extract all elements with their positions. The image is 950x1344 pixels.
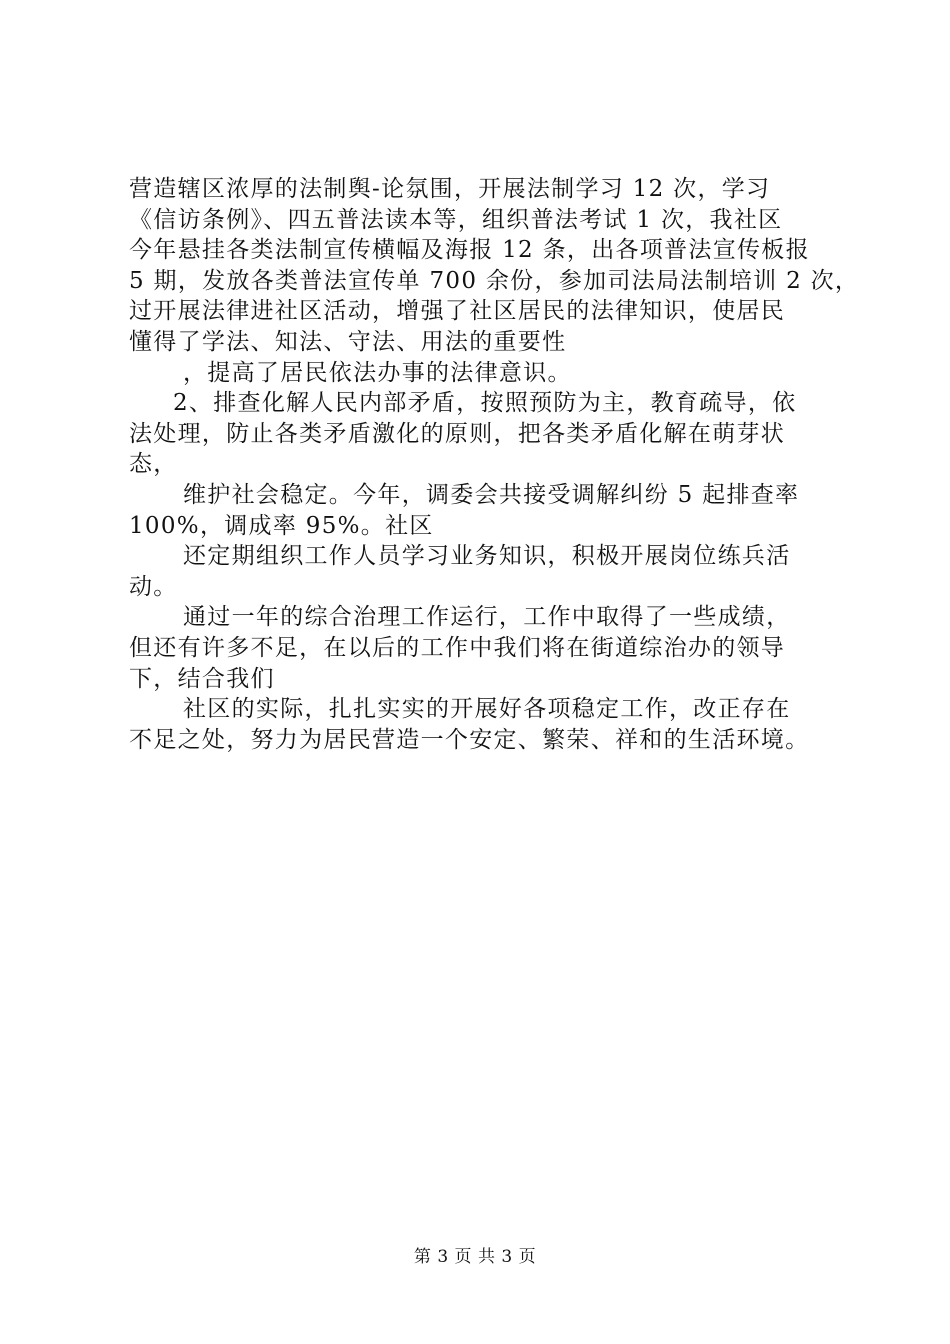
text-line: 但还有许多不足，在以后的工作中我们将在街道综治办的领导: [129, 634, 786, 661]
text-line: 今年悬挂各类法制宣传横幅及海报 12 条，出各项普法宣传板报: [129, 237, 810, 264]
text-line: 懂得了学法、知法、守法、用法的重要性: [129, 328, 567, 355]
text-line: 《信访条例》、四五普法读本等，组织普法考试 1 次，我社区: [129, 206, 783, 233]
text-line: 下，结合我们: [129, 665, 275, 692]
text-line: 不足之处，努力为居民营造一个安定、繁荣、祥和的生活环境。: [129, 726, 810, 753]
text-line: 法处理，防止各类矛盾激化的原则，把各类矛盾化解在萌芽状: [129, 420, 786, 447]
text-line: 态，: [129, 451, 178, 478]
text-line: 社区的实际，扎扎实实的开展好各项稳定工作，改正存在: [183, 696, 791, 723]
text-line: 2、排查化解人民内部矛盾，按照预防为主，教育疏导，依: [173, 390, 797, 417]
text-line: 5 期，发放各类普法宣传单 700 余份，参加司法局法制培训 2 次，: [129, 267, 860, 294]
text-line: 通过一年的综合治理工作运行，工作中取得了一些成绩，: [183, 604, 791, 631]
text-line: 营造辖区浓厚的法制舆-论氛围，开展法制学习 12 次，学习: [129, 176, 771, 202]
document-body: [129, 174, 860, 755]
page-number-footer: 第 3 页 共 3 页: [413, 1247, 537, 1267]
text-line: 动。: [129, 573, 178, 600]
text-line: 100%，调成率 95%。社区: [129, 512, 434, 539]
text-line: 还定期组织工作人员学习业务知识，积极开展岗位练兵活: [183, 543, 791, 570]
text-line: 过开展法律进社区活动，增强了社区居民的法律知识，使居民: [129, 298, 786, 325]
text-line: 维护社会稳定。今年，调委会共接受调解纠纷 5 起排查率: [183, 481, 800, 508]
text-line: ，提高了居民依法办事的法律意识。: [183, 359, 572, 386]
